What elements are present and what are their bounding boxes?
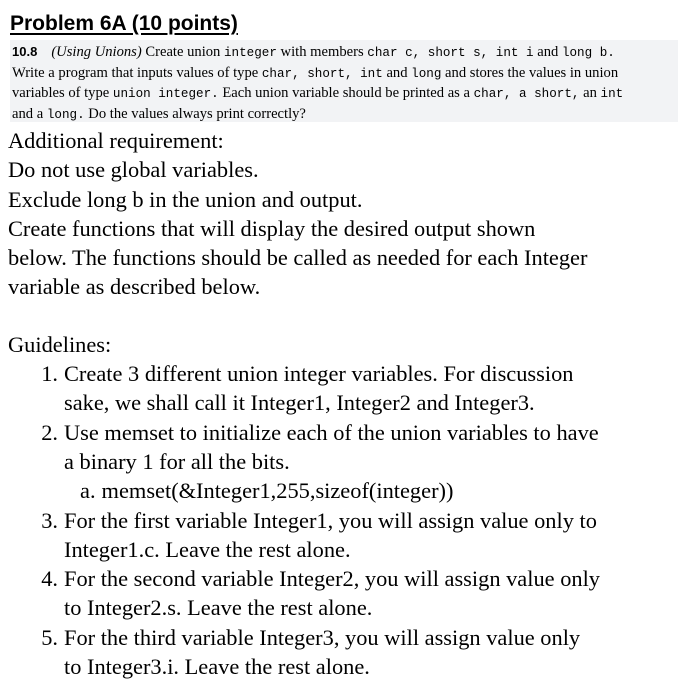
list-text: sake, we shall call it Integer1, Integer2 and Integer3. bbox=[64, 390, 535, 416]
excerpt-code: char, short, int bbox=[261, 66, 383, 81]
excerpt-line-2 bbox=[12, 64, 678, 85]
excerpt-text: and a bbox=[12, 105, 47, 122]
list-number: 4. bbox=[41, 566, 58, 592]
list-text: Integer1.c. Leave the rest alone. bbox=[64, 536, 351, 562]
excerpt-code: long b. bbox=[561, 46, 615, 60]
additional-line: Do not use global variables. bbox=[8, 157, 259, 183]
excerpt-code: long bbox=[411, 66, 442, 81]
guidelines-heading: Guidelines: bbox=[8, 331, 112, 357]
exercise-number: 10.8 bbox=[12, 44, 38, 59]
excerpt-code: char c, short s, int i bbox=[367, 46, 534, 60]
list-number: 3. bbox=[41, 507, 58, 533]
list-number: 5. bbox=[41, 624, 58, 650]
excerpt-code: long. bbox=[46, 107, 85, 122]
sub-list-text: memset(&Integer1,255,sizeof(integer)) bbox=[101, 478, 454, 504]
excerpt-text: and bbox=[533, 44, 562, 60]
list-text: Create 3 different union integer variables. For discussion bbox=[64, 361, 574, 387]
problem-title: Problem 6A (10 points) bbox=[10, 12, 238, 35]
additional-line: variable as described below. bbox=[8, 274, 261, 300]
exercise-heading: (Using Unions) bbox=[51, 44, 142, 60]
list-item bbox=[8, 418, 688, 477]
additional-line: below. The functions should be called as needed for each Integer bbox=[8, 245, 588, 271]
excerpt-code: union integer. bbox=[112, 87, 219, 101]
list-item bbox=[8, 359, 688, 418]
list-number: 2. bbox=[41, 419, 58, 445]
additional-heading: Additional requirement: bbox=[8, 128, 224, 153]
list-text: For the first variable Integer1, you will assign value only to bbox=[64, 507, 597, 533]
instructions-body bbox=[8, 126, 688, 681]
excerpt-code: int bbox=[600, 87, 624, 101]
list-item bbox=[8, 506, 688, 565]
excerpt-line-3 bbox=[12, 84, 678, 105]
excerpt-text: with members bbox=[276, 44, 368, 60]
excerpt-code: integer bbox=[224, 46, 277, 60]
list-number: 1. bbox=[41, 361, 58, 387]
textbook-excerpt bbox=[10, 40, 678, 122]
excerpt-code: char, a short, bbox=[473, 87, 580, 101]
additional-line: Exclude long b in the union and output. bbox=[8, 186, 363, 212]
additional-line: Create functions that will display the desired output shown bbox=[8, 215, 536, 241]
excerpt-text: and bbox=[382, 64, 412, 81]
excerpt-text: Create union bbox=[145, 44, 224, 60]
list-item bbox=[8, 623, 688, 682]
excerpt-text: variables of type bbox=[12, 85, 113, 101]
list-text: a binary 1 for all the bits. bbox=[64, 448, 290, 474]
excerpt-text: an bbox=[579, 85, 601, 101]
sub-list-letter: a. bbox=[80, 478, 96, 504]
list-text: For the third variable Integer3, you will assign value only bbox=[64, 624, 581, 650]
list-text: For the second variable Integer2, you will assign value only bbox=[64, 566, 600, 592]
excerpt-text: and stores the values in union bbox=[441, 64, 619, 81]
list-item bbox=[8, 564, 688, 623]
list-text: Use memset to initialize each of the union variables to have bbox=[64, 419, 599, 445]
excerpt-line-4 bbox=[12, 105, 678, 126]
excerpt-text: Each union variable should be printed as a bbox=[218, 85, 474, 101]
list-text: to Integer2.s. Leave the rest alone. bbox=[64, 595, 373, 621]
excerpt-text: Write a program that inputs values of type bbox=[12, 64, 262, 81]
excerpt-line-1 bbox=[12, 42, 678, 64]
list-text: to Integer3.i. Leave the rest alone. bbox=[64, 654, 370, 680]
sub-list-item bbox=[8, 476, 688, 505]
excerpt-text: Do the values always print correctly? bbox=[84, 105, 306, 122]
